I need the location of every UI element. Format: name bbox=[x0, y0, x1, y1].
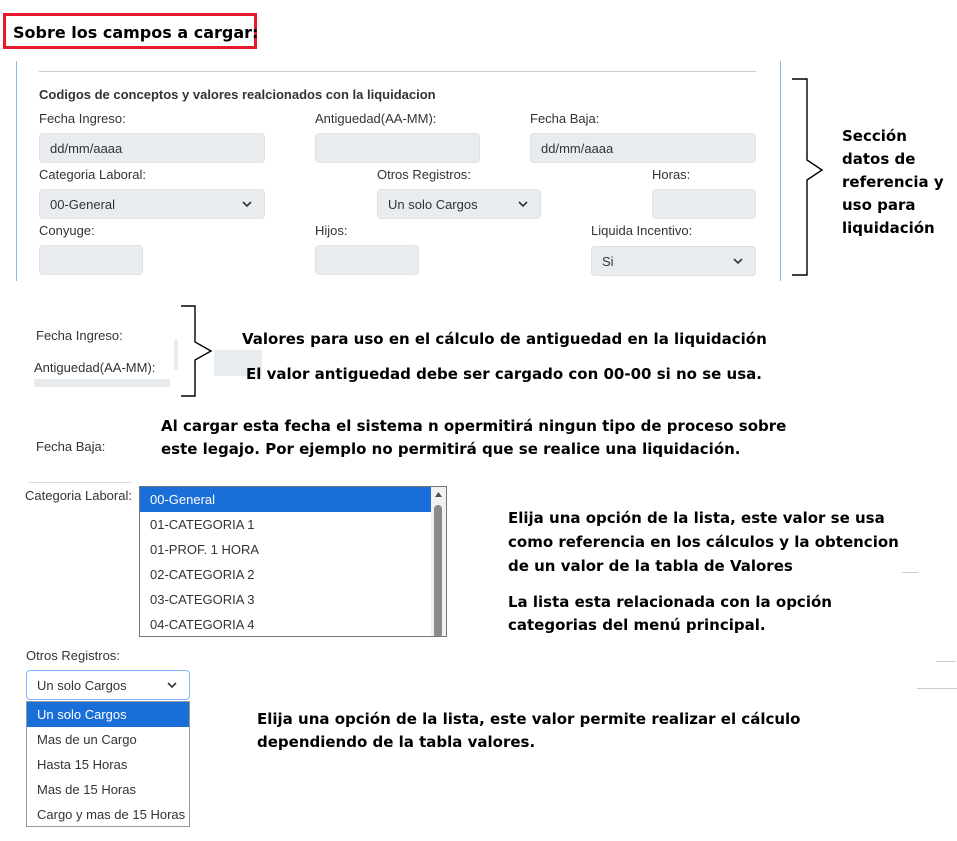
field-fragment bbox=[34, 379, 170, 387]
hijos-input[interactable] bbox=[315, 245, 419, 275]
otros-registros-label: Otros Registros: bbox=[377, 167, 471, 182]
categoria-label: Categoria Laboral: bbox=[39, 167, 146, 182]
otros-registros-value: Un solo Cargos bbox=[388, 196, 478, 212]
divider bbox=[936, 661, 956, 662]
categoria-value: 00-General bbox=[50, 196, 116, 212]
field-fragment bbox=[174, 340, 178, 370]
otros-registros-dropdown[interactable] bbox=[26, 670, 190, 700]
listbox-option[interactable]: 01-CATEGORIA 1 bbox=[150, 517, 255, 532]
scroll-up-icon[interactable] bbox=[434, 490, 443, 499]
chevron-down-icon bbox=[516, 197, 530, 211]
hijos-label: Hijos: bbox=[315, 223, 348, 238]
liquida-incentivo-label: Liquida Incentivo: bbox=[591, 223, 693, 238]
dropdown-option[interactable]: Mas de un Cargo bbox=[37, 732, 137, 747]
detail-fecha-ingreso-label: Fecha Ingreso: bbox=[36, 328, 123, 343]
panel-divider bbox=[39, 71, 756, 72]
fecha-ingreso-label: Fecha Ingreso: bbox=[39, 111, 126, 126]
chevron-down-icon bbox=[165, 678, 179, 692]
note-seccion: Sección datos de referencia y uso para liquidación bbox=[842, 127, 944, 237]
note-antiguedad-2: El valor antiguedad debe ser cargado con 00-00 si no se usa. bbox=[246, 365, 762, 383]
fecha-baja-input[interactable] bbox=[530, 133, 756, 163]
note-antiguedad-1: Valores para uso en el cálculo de antiguedad en la liquidación bbox=[242, 330, 767, 348]
fecha-ingreso-input[interactable] bbox=[39, 133, 265, 163]
dropdown-option[interactable]: Mas de 15 Horas bbox=[37, 782, 136, 797]
antiguedad-label: Antiguedad(AA-MM): bbox=[315, 111, 437, 126]
dropdown-option[interactable]: Un solo Cargos bbox=[27, 702, 189, 727]
chevron-down-icon bbox=[240, 197, 254, 211]
conyuge-input[interactable] bbox=[39, 245, 143, 275]
listbox-option[interactable]: 02-CATEGORIA 2 bbox=[150, 567, 255, 582]
fecha-baja-value: dd/mm/aaaa bbox=[541, 140, 614, 156]
otros-registros-options bbox=[26, 701, 190, 827]
note-fecha-baja: Al cargar esta fecha el sistema n opermitirá ningun tipo de proceso sobre este legajo. Por ejemplo no permitirá que se realice una liquidación. bbox=[161, 417, 787, 458]
otros-registros-select[interactable] bbox=[377, 189, 541, 219]
divider bbox=[28, 482, 132, 483]
listbox-scrollbar[interactable] bbox=[431, 487, 446, 636]
chevron-down-icon bbox=[731, 254, 745, 268]
scrollbar-thumb[interactable] bbox=[434, 505, 442, 637]
section-title: Codigos de conceptos y valores realcionados con la liquidacion bbox=[39, 87, 436, 102]
antiguedad-input[interactable] bbox=[315, 133, 480, 163]
otros-dropdown-value: Un solo Cargos bbox=[37, 677, 127, 693]
fecha-ingreso-value: dd/mm/aaaa bbox=[50, 140, 123, 156]
divider bbox=[917, 688, 957, 689]
dropdown-option[interactable]: Hasta 15 Horas bbox=[37, 757, 128, 772]
categoria-listbox[interactable] bbox=[139, 486, 447, 637]
categoria-select[interactable] bbox=[39, 189, 265, 219]
detail-categoria-label: Categoria Laboral: bbox=[25, 488, 132, 503]
dropdown-option[interactable]: Cargo y mas de 15 Horas bbox=[37, 807, 186, 822]
listbox-option[interactable]: 01-PROF. 1 HORA bbox=[150, 542, 260, 557]
page-heading: Sobre los campos a cargar: bbox=[13, 23, 259, 42]
horas-input[interactable] bbox=[652, 189, 756, 219]
antiguedad-brace bbox=[179, 305, 215, 397]
section-brace bbox=[788, 78, 824, 276]
listbox-option[interactable]: 03-CATEGORIA 3 bbox=[150, 592, 255, 607]
note-categoria-1: Elija una opción de la lista, este valor se usa como referencia en los cálculos y la obtencion de un valor de la tabla de Valores bbox=[508, 509, 899, 575]
detail-fecha-baja-label: Fecha Baja: bbox=[36, 439, 106, 454]
divider bbox=[902, 572, 918, 573]
detail-antiguedad-label: Antiguedad(AA-MM): bbox=[34, 360, 156, 375]
note-otros: Elija una opción de la lista, este valor permite realizar el cálculo dependiendo de la tabla valores. bbox=[257, 710, 801, 751]
fecha-baja-label: Fecha Baja: bbox=[530, 111, 600, 126]
note-categoria-2: La lista esta relacionada con la opción categorias del menú principal. bbox=[508, 593, 832, 634]
horas-label: Horas: bbox=[652, 167, 691, 182]
liquida-incentivo-value: Si bbox=[602, 253, 614, 269]
liquida-incentivo-select[interactable] bbox=[591, 246, 756, 276]
listbox-option[interactable]: 04-CATEGORIA 4 bbox=[150, 617, 255, 632]
conyuge-label: Conyuge: bbox=[39, 223, 95, 238]
listbox-option[interactable]: 00-General bbox=[140, 487, 446, 512]
detail-otros-label: Otros Registros: bbox=[26, 648, 120, 663]
